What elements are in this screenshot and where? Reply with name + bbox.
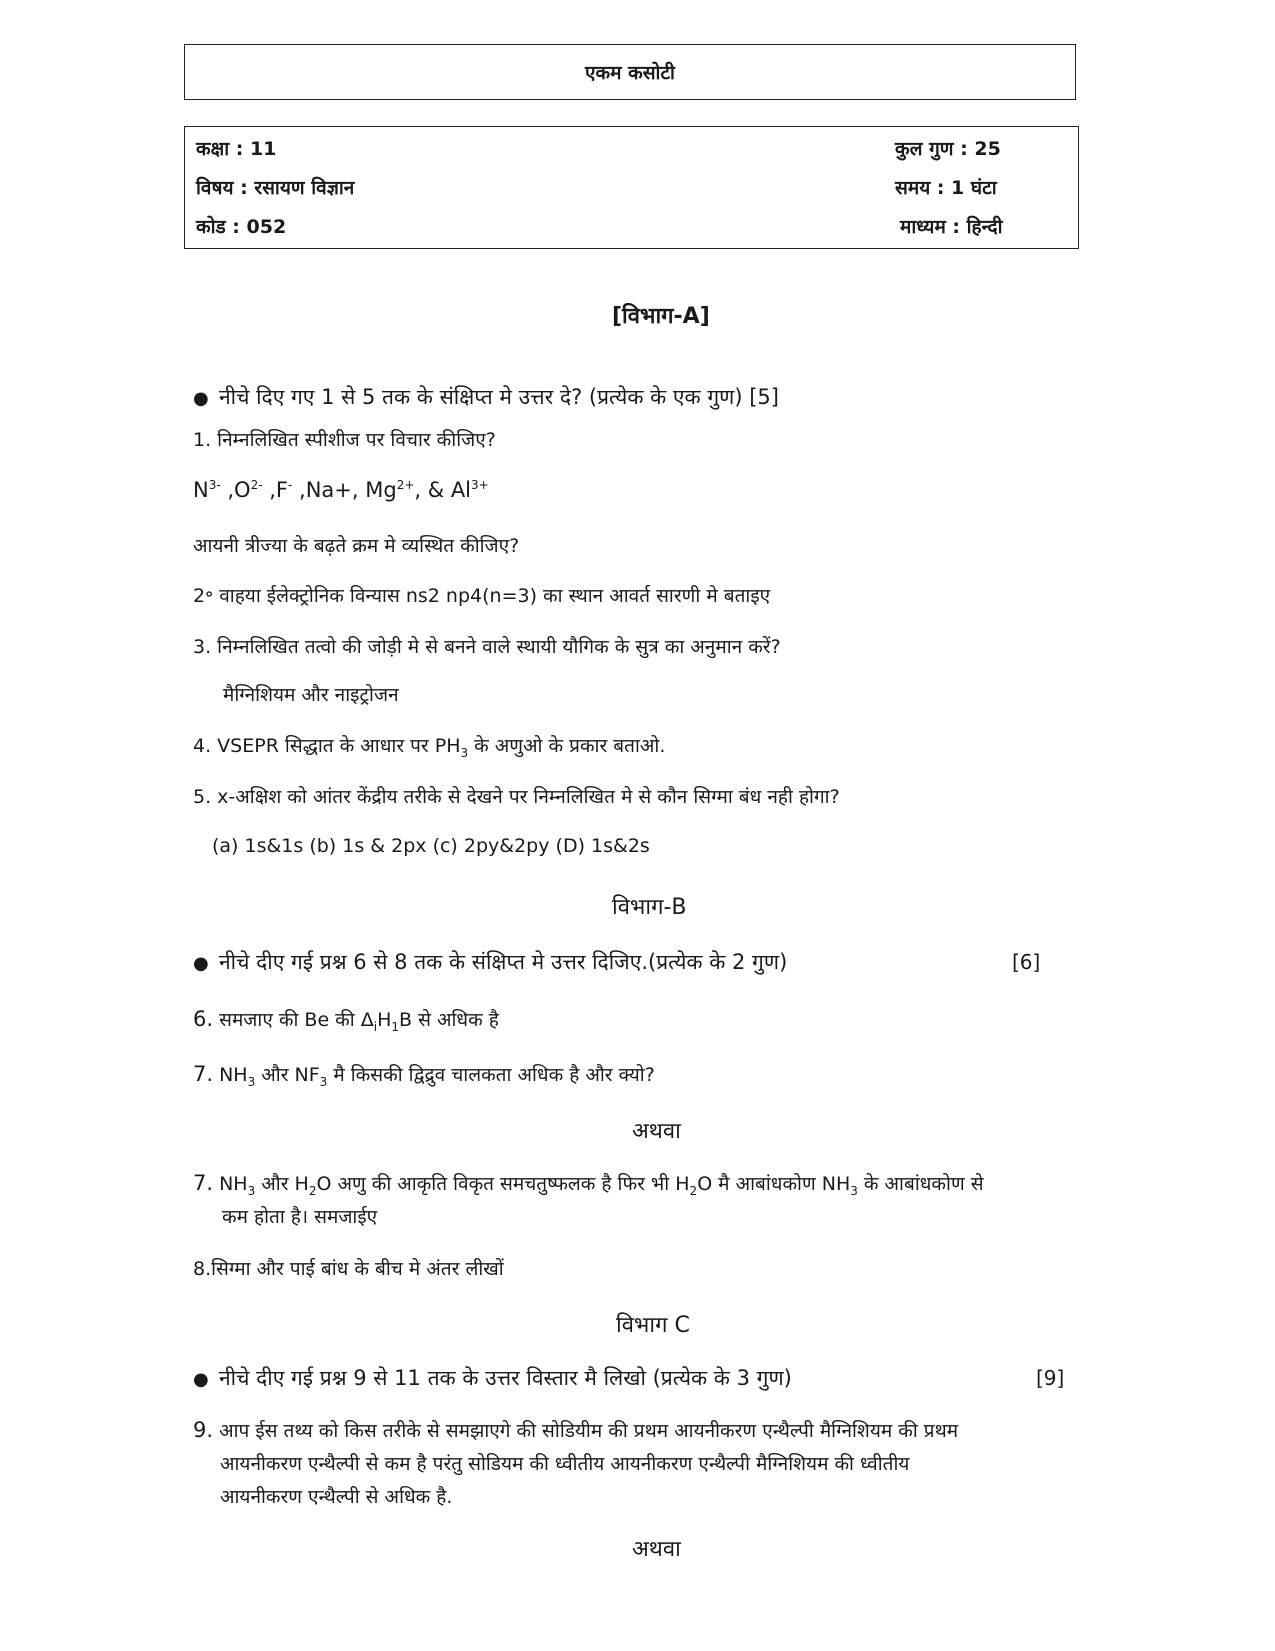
bullet-icon: ● [193, 1369, 209, 1390]
species-na: Na+, [305, 478, 366, 502]
question-3: 3. निम्नलिखित तत्वो की जोड़ी मे से बनने वाले स्थायी यौगिक के सुत्र का अनुमान करें? [193, 636, 781, 658]
section-b-marks: [6] [1012, 950, 1041, 974]
or-label-b: अथवा [632, 1119, 681, 1144]
species-o: $O^{2-}$ , [234, 478, 276, 502]
question-1: 1. निम्नलिखित स्पीशीज पर विचार कीजिए? [193, 429, 496, 451]
question-9-line-3: आयनीकरण एन्थैल्पी से अधिक है. [220, 1486, 453, 1508]
question-7-alt: 7. $NH_3$ और $H_2O$ अणु की आकृति विकृत समचतुष्फलक है फिर भी $H_2O$ मै आबांधकोण $NH_3$ के आबांधकोण से [193, 1171, 984, 1198]
question-1-species [193, 478, 489, 502]
section-c-marks: [9] [1036, 1366, 1065, 1390]
exam-title: एकम कसोटी [585, 62, 675, 84]
section-c-instruction-text: नीचे दीए गई प्रश्न 9 से 11 तक के उत्तर विस्तार मै लिखो (प्रत्येक के 3 गुण) [219, 1366, 792, 1390]
species-f: F- , [275, 478, 306, 502]
question-9-line-1: आप ईस तथ्य को किस तरीके से समझाएगे की सोडियीम की प्रथम आयनीकरण एन्थैल्पी मैग्निशियम की प्रथम [219, 1420, 959, 1442]
class-label: कक्षा : 11 [196, 138, 277, 160]
section-c-instruction [193, 1364, 792, 1392]
or-label-c: अथवा [632, 1537, 681, 1562]
species-mg: $Mg^{2+}$, & [365, 478, 451, 502]
question-9-line-2: आयनीकरण एन्थैल्पी से कम है परंतु सोडियम की ध्वीतीय आयनीकरण एन्थैल्पी मैग्निशियम की ध्वीतीय [220, 1453, 910, 1475]
question-1-follow: आयनी त्रीज्या के बढ़ते क्रम मे व्यस्थित कीजिए? [193, 535, 520, 557]
question-4: 4. VSEPR सिद्धात के आधार पर $PH_3$ के अणुओ के प्रकार बताओ. [193, 735, 666, 760]
section-b-heading: विभाग-B [612, 895, 687, 920]
medium-label: माध्यम : हिन्दी [900, 216, 1003, 238]
question-6: 6. समजाए की Be की $\Delta_iH_1B$ से अधिक है [193, 1007, 499, 1034]
question-7: 7. $NH_3$ और $NF_3$ मै किसकी द्विद्रुव चालकता अधिक है और क्यो? [193, 1062, 655, 1089]
section-a-heading: [विभाग-A] [612, 304, 710, 329]
question-9-number: 9. [193, 1418, 214, 1442]
question-2: 2॰ वाहया ईलेक्ट्रोनिक विन्यास ns2 np4(n=3) का स्थान आवर्त सारणी मे बताइए [193, 585, 771, 607]
section-c-heading: विभाग C [616, 1313, 690, 1338]
section-b-instruction-text: नीचे दीए गई प्रश्न 6 से 8 तक के संक्षिप्त मे उत्तर दिजिए.(प्रत्येक के 2 गुण) [219, 950, 788, 974]
time-label: समय : 1 घंटा [895, 177, 997, 199]
question-8: 8.सिग्मा और पाई बांध के बीच मे अंतर लीखों [193, 1258, 504, 1280]
section-a-instruction [193, 383, 779, 411]
subject-label: विषय : रसायण विज्ञान [196, 177, 355, 199]
species-n: $N^{3-}$ , [193, 478, 235, 502]
section-b-instruction [193, 948, 787, 976]
total-marks-label: कुल गुण : 25 [895, 138, 1001, 160]
question-9 [193, 1414, 1143, 1514]
bullet-icon: ● [193, 953, 209, 974]
question-5-options: (a) 1s&1s (b) 1s & 2px (c) 2py&2py (D) 1s&2s [212, 835, 650, 857]
exam-title-box [184, 44, 1076, 100]
section-a-instruction-text: नीचे दिए गए 1 से 5 तक के संक्षिप्त मे उत्तर दे? (प्रत्येक के एक गुण) [5] [219, 385, 779, 409]
species-al: $Al^{3+}$ [450, 478, 489, 502]
question-7-alt-line2: कम होता है। समजाईए [222, 1206, 378, 1228]
question-3-sub: मैग्निशियम और नाइट्रोजन [223, 684, 399, 706]
exam-info-box [184, 126, 1079, 249]
bullet-icon: ● [193, 388, 209, 409]
question-5: 5. x-अक्षिश को आंतर केंद्रीय तरीके से देखने पर निम्नलिखित मे से कौन सिग्मा बंध नही होगा? [193, 786, 840, 808]
code-label: कोड : 052 [196, 216, 287, 238]
